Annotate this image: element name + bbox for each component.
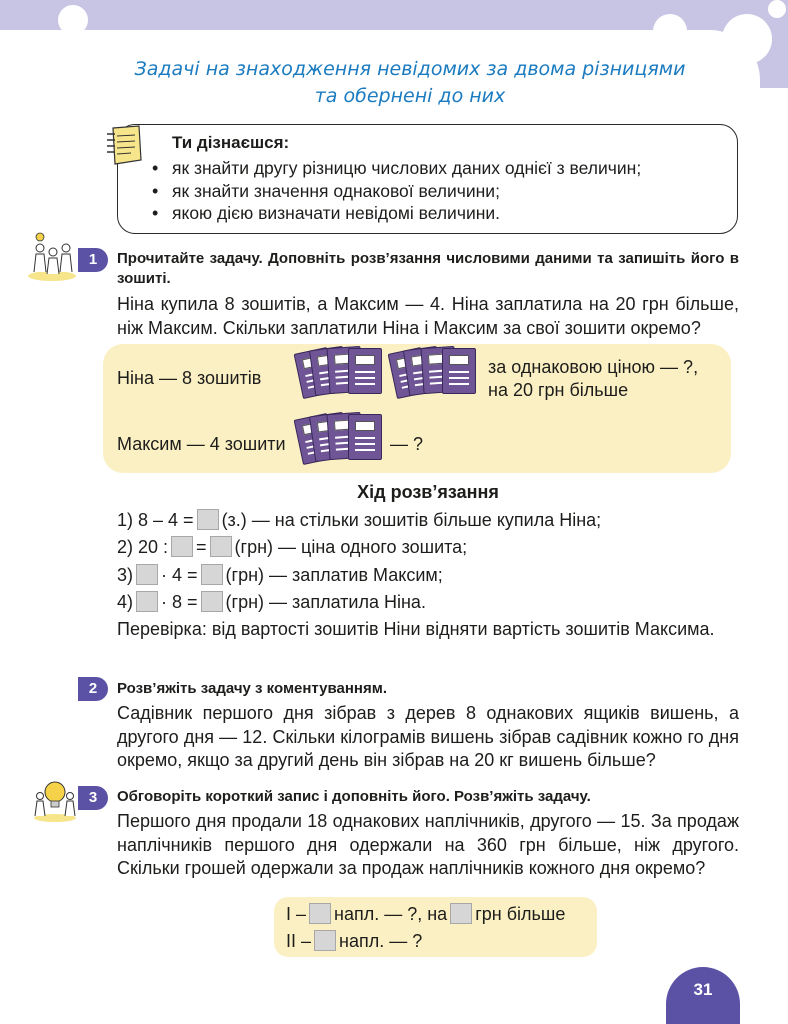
notebook-icon	[442, 348, 476, 394]
solution-step-4	[117, 590, 426, 614]
page-title	[120, 56, 700, 110]
decor-bubble	[722, 14, 772, 64]
answer-box[interactable]	[201, 591, 223, 612]
answer-box[interactable]	[210, 536, 232, 557]
notebook-icon	[348, 414, 382, 460]
decor-bubble	[768, 0, 786, 18]
solution-step-2	[117, 535, 467, 559]
learn-item: • як знайти значення однакової величини;	[172, 180, 721, 203]
condition-maksym: Максим — 4 зошити	[117, 434, 286, 454]
answer-box[interactable]	[171, 536, 193, 557]
answer-box[interactable]	[309, 903, 331, 924]
step-text: · 8 =	[161, 592, 198, 612]
task1-heading: Прочитайте задачу. Доповніть розв’язання числовими даними та запишіть його в зошиті.	[117, 250, 739, 287]
learn-item: • як знайти другу різницю числових даних однієї з величин;	[172, 157, 721, 180]
short-record-row-2	[286, 928, 597, 955]
step-text: 1) 8 – 4 =	[117, 510, 194, 530]
solution-step-3	[117, 563, 443, 587]
decor-bubble	[58, 5, 88, 35]
learn-item: • якою дією визначати невідомі величини.	[172, 202, 721, 225]
step-text: (грн) — заплатила Ніна.	[225, 592, 426, 612]
answer-box[interactable]	[450, 903, 472, 924]
answer-box[interactable]	[314, 930, 336, 951]
learn-box	[117, 124, 738, 234]
answer-box[interactable]	[197, 509, 219, 530]
condition-same-price-line2: на 20 грн більше	[488, 380, 629, 400]
answer-box[interactable]	[201, 564, 223, 585]
step-text: · 4 =	[161, 565, 198, 585]
task-number-badge: 1	[78, 248, 108, 272]
learn-list	[172, 157, 721, 225]
step-text: 3)	[117, 565, 134, 585]
step-text: (грн) — ціна одного зошита;	[234, 537, 468, 557]
step-text: =	[196, 537, 207, 557]
task1-check: Перевірка: від вартості зошитів Ніни відняти вартість зошитів Максима.	[117, 619, 715, 639]
notebook-icon	[348, 348, 382, 394]
page-title-line1: Задачі на знаходження невідомих за двома різницями	[134, 58, 686, 80]
task-number-badge: 2	[78, 677, 108, 701]
condition-same-price	[488, 356, 698, 402]
lightbulb-people-icon	[32, 778, 78, 822]
task3-text: Першого дня продали 18 однакових наплічників, другого — 15. За продаж наплічників першого дня одержали на 360 грн більше, ніж другого. Скільки грошей одержали за продаж наплічників кожного дня окремо?	[117, 811, 739, 878]
condition-same-price-line1: за однаковою ціною — ?,	[488, 357, 699, 377]
solution-title: Хід розв’язання	[357, 482, 499, 502]
task2-text: Садівник першого дня зібрав з дерев 8 однакових ящиків вишень, а другого дня — 12. Скільки кілограмів вишень зібрав садівник кожно го дня окремо, якщо за другий день він зібрав на 20 кг вишень більше?	[117, 703, 739, 770]
answer-box[interactable]	[136, 564, 158, 585]
task1-text: Ніна купила 8 зошитів, а Максим — 4. Ніна заплатила на 20 грн більше, ніж Максим. Скільки заплатили Ніна і Максим за свої зошити окремо?	[117, 294, 739, 338]
short-record-row-1	[286, 901, 597, 928]
answer-box[interactable]	[136, 591, 158, 612]
condition-maksym-question: — ?	[390, 434, 424, 454]
step-text: (грн) — заплатив Максим;	[225, 565, 443, 585]
page-number: 31	[693, 980, 713, 999]
task3-heading: Обговоріть короткий запис і доповніть його. Розв’яжіть задачу.	[117, 788, 591, 805]
sticky-note-icon	[105, 124, 145, 166]
task-number-badge: 3	[78, 786, 108, 810]
short-record-text: грн більше	[475, 904, 566, 924]
short-record-text: II –	[286, 931, 312, 951]
step-text: 2) 20 :	[117, 537, 169, 557]
learn-title: Ти дізнаєшся:	[172, 133, 290, 152]
short-record-text: I –	[286, 904, 307, 924]
short-record-text: напл. — ?, на	[334, 904, 448, 924]
solution-step-1	[117, 508, 601, 532]
task2-heading: Розв’яжіть задачу з коментуванням.	[117, 680, 387, 697]
step-text: (з.) — на стільки зошитів більше купила Ніна;	[221, 510, 602, 530]
short-record-box	[274, 897, 597, 957]
short-record-text: напл. — ?	[339, 931, 423, 951]
page-title-line2: та обернені до них	[314, 85, 506, 107]
condition-nina: Ніна — 8 зошитів	[117, 368, 262, 388]
decor-bubble	[653, 14, 687, 48]
step-text: 4)	[117, 592, 134, 612]
group-idea-icon	[26, 232, 78, 282]
